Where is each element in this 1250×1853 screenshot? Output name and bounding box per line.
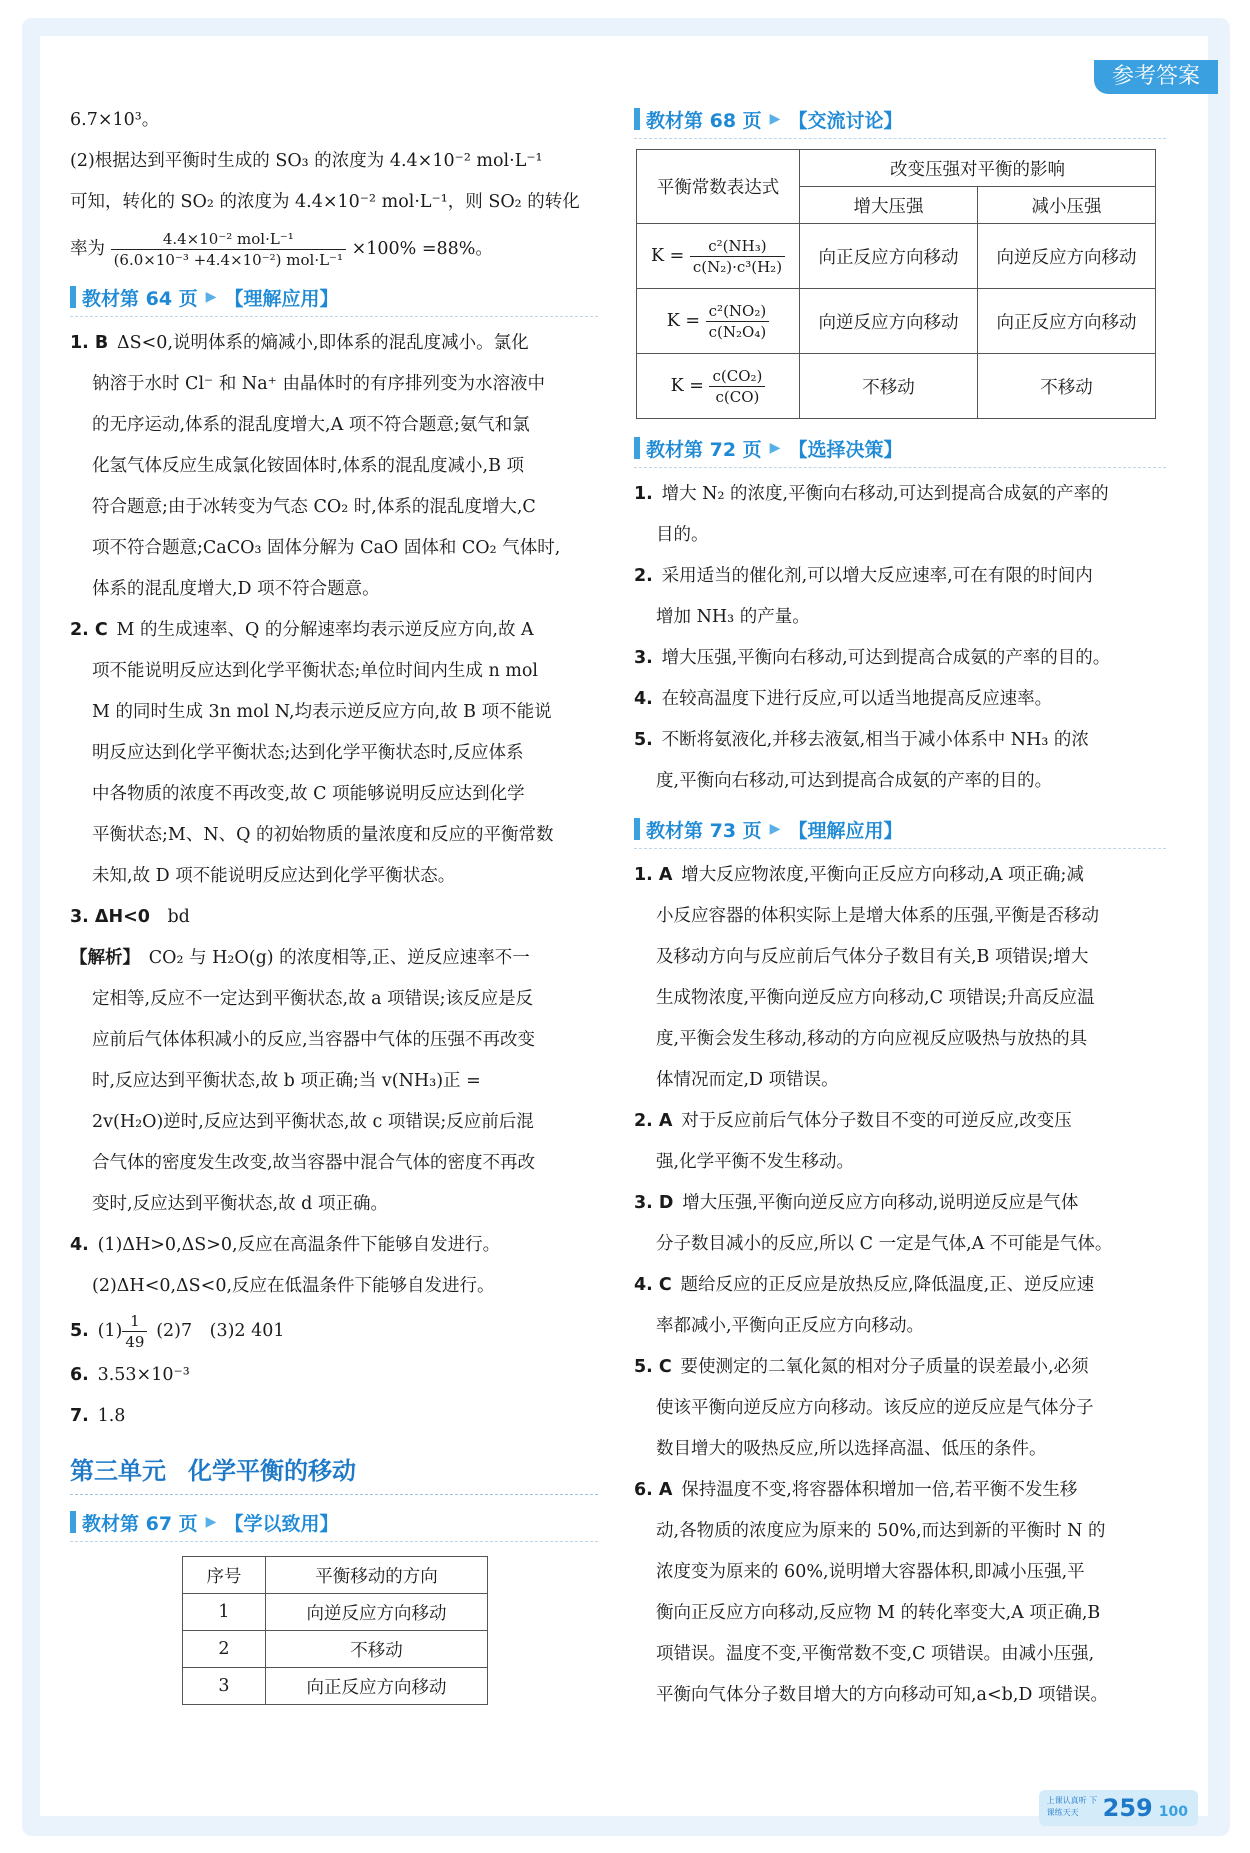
- section-bar-icon: [634, 437, 640, 459]
- answer-number: 5.: [70, 1321, 89, 1341]
- answer-number: 5.: [634, 730, 653, 750]
- k-fraction: [690, 236, 785, 277]
- chevron-right-icon: ▶: [769, 821, 781, 837]
- section-header-73: [634, 810, 1166, 849]
- table-cell: 不移动: [266, 1631, 488, 1668]
- answer-number: 2. C: [70, 620, 108, 640]
- answer-number: 3. D: [634, 1193, 674, 1213]
- table-cell: 向逆反应方向移动: [266, 1594, 488, 1631]
- left-column: [70, 100, 598, 1705]
- answer-line: 体情况而定,D 项错误。: [656, 1070, 839, 1090]
- section-header-64: [70, 278, 598, 317]
- answer-line: 增大压强,平衡向逆反应方向移动,说明逆反应是气体: [682, 1193, 1079, 1213]
- section-bar-icon: [70, 1511, 76, 1533]
- section-label: 【选择决策】: [788, 438, 903, 461]
- conversion-rate: [70, 229, 598, 270]
- unit-title: [70, 1451, 598, 1495]
- answer-item: [70, 1225, 598, 1266]
- page-number: 259: [1102, 1794, 1153, 1822]
- k-expression: [637, 289, 800, 354]
- answer-item: [634, 1470, 1166, 1511]
- chevron-right-icon: ▶: [769, 111, 781, 127]
- section-book: 教材第 67 页: [82, 1512, 198, 1535]
- answer-line: 增大压强,平衡向右移动,可达到提高合成氨的产率的目的。: [661, 648, 1111, 668]
- pressure-effect-table: [636, 149, 1156, 419]
- analysis-label: 【解析】: [70, 948, 140, 968]
- table-header: 平衡常数表达式: [637, 150, 800, 224]
- answer-number: 1.: [634, 484, 653, 504]
- analysis-line: 合气体的密度发生改变,故当容器中混合气体的密度不再改: [92, 1153, 536, 1173]
- answer-value: bd: [167, 907, 190, 927]
- fraction-numerator: 1: [122, 1311, 147, 1332]
- answer-value: 1.8: [97, 1406, 126, 1426]
- answer-item: [634, 1265, 1166, 1306]
- table-cell: 向逆反应方向移动: [978, 224, 1156, 289]
- answer-line: (2)ΔH<0,ΔS<0,反应在低温条件下能够自发进行。: [92, 1276, 495, 1296]
- cont-line: 可知，转化的 SO₂ 的浓度为 4.4×10⁻² mol·L⁻¹，则 SO₂ 的转化: [70, 192, 580, 212]
- section-bar-icon: [70, 286, 76, 308]
- answer-line: ΔS<0,说明体系的熵减小,即体系的混乱度减小。氯化: [117, 333, 529, 353]
- k-label: K =: [670, 375, 704, 396]
- table-row: [183, 1631, 488, 1668]
- answer-line: 增加 NH₃ 的产量。: [656, 607, 810, 627]
- answer-line: 度,平衡向右移动,可达到提高合成氨的产率的目的。: [656, 771, 1053, 791]
- table-cell: 向正反应方向移动: [266, 1668, 488, 1705]
- section-header-72: [634, 429, 1166, 468]
- answer-line: 浓度变为原来的 60%,说明增大容器体积,即减小压强,平: [656, 1562, 1085, 1582]
- section-book: 教材第 72 页: [646, 438, 762, 461]
- answer-line: 未知,故 D 项不能说明反应达到化学平衡状态。: [92, 866, 456, 886]
- answer-line: 生成物浓度,平衡向逆反应方向移动,C 项错误;升高反应温: [656, 988, 1095, 1008]
- k-expression: [637, 224, 800, 289]
- answer-line: 强,化学平衡不发生移动。: [656, 1152, 855, 1172]
- analysis-line: [70, 938, 598, 979]
- answer-item: [70, 1396, 598, 1437]
- answer-line: 分子数目减小的反应,所以 C 一定是气体,A 不可能是气体。: [656, 1234, 1113, 1254]
- answer-line: 项错误。温度不变,平衡常数不变,C 项错误。由减小压强,: [656, 1644, 1095, 1664]
- answer-number: 1. B: [70, 333, 109, 353]
- unit-number: 第三单元: [70, 1457, 166, 1485]
- answer-line: 使该平衡向逆反应方向移动。该反应的逆反应是气体分子: [656, 1398, 1094, 1418]
- table-header: 序号: [183, 1557, 266, 1594]
- k-numerator: c²(NH₃): [690, 236, 785, 257]
- chevron-right-icon: ▶: [769, 440, 781, 456]
- answer-line: 率都减小,平衡向正反应方向移动。: [656, 1316, 925, 1336]
- answer-line: M 的生成速率、Q 的分解速率均表示逆反应方向,故 A: [116, 620, 534, 640]
- section-book: 教材第 73 页: [646, 819, 762, 842]
- table-cell: 1: [183, 1594, 266, 1631]
- table-row: [183, 1594, 488, 1631]
- answer-line: 数目增大的吸热反应,所以选择高温、低压的条件。: [656, 1439, 1047, 1459]
- answer-line: 不断将氨液化,并移去液氨,相当于减小体系中 NH₃ 的浓: [661, 730, 1089, 750]
- analysis-line: 变时,反应达到平衡状态,故 d 项正确。: [92, 1194, 388, 1214]
- answer-line: 度,平衡会发生移动,移动的方向应视反应吸热与放热的具: [656, 1029, 1088, 1049]
- section-label: 【理解应用】: [788, 819, 903, 842]
- section-label: 【理解应用】: [224, 287, 339, 310]
- answer-number: 2. A: [634, 1111, 673, 1131]
- table-cell: 向逆反应方向移动: [800, 289, 978, 354]
- rate-numerator: 4.4×10⁻² mol·L⁻¹: [111, 229, 346, 250]
- answer-line: 小反应容器的体积实际上是增大体系的压强,平衡是否移动: [656, 906, 1100, 926]
- answer-line: 要使测定的二氧化氮的相对分子质量的误差最小,必须: [680, 1357, 1089, 1377]
- cont-line: 6.7×10³。: [70, 110, 160, 130]
- k-fraction: [706, 301, 770, 342]
- answer-line: 平衡状态;M、N、Q 的初始物质的量浓度和反应的平衡常数: [92, 825, 554, 845]
- analysis-line: 应前后气体体积减小的反应,当容器中气体的压强不再改变: [92, 1030, 536, 1050]
- section-header-68: [634, 100, 1166, 139]
- answer-item: [70, 323, 598, 364]
- answer-item: [634, 855, 1166, 896]
- answer-item: [70, 1307, 598, 1355]
- answer-line: 项不能说明反应达到化学平衡状态;单位时间内生成 n mol: [92, 661, 539, 681]
- answer-line: 钠溶于水时 Cl⁻ 和 Na⁺ 由晶体时的有序排列变为水溶液中: [92, 374, 545, 394]
- table-row: [637, 354, 1156, 419]
- table-cell: 3: [183, 1668, 266, 1705]
- answer-part: (1): [97, 1321, 123, 1341]
- answer-line: (1)ΔH>0,ΔS>0,反应在高温条件下能够自发进行。: [97, 1235, 501, 1255]
- table-cell: 不移动: [978, 354, 1156, 419]
- table-cell: 不移动: [800, 354, 978, 419]
- answer-line: 衡向正反应方向移动,反应物 M 的转化率变大,A 项正确,B: [656, 1603, 1101, 1623]
- table-cell: 向正反应方向移动: [800, 224, 978, 289]
- answer-item: [70, 610, 598, 651]
- k-denominator: c(N₂O₄): [708, 322, 767, 341]
- answer-number: 3. ΔH<0: [70, 907, 150, 927]
- k-fraction: [709, 366, 765, 407]
- analysis-line: 定相等,反应不一定达到平衡状态,故 a 项错误;该反应是反: [92, 989, 534, 1009]
- unit-name: 化学平衡的移动: [188, 1457, 356, 1485]
- k-label: K =: [666, 310, 701, 331]
- footer-slogan: 上课认真听 下课练天天: [1046, 1796, 1098, 1817]
- answer-number: 4. C: [634, 1275, 672, 1295]
- k-denominator: c(CO): [715, 387, 760, 406]
- k-denominator: c(N₂)·c³(H₂): [692, 257, 783, 276]
- table-header-row: [183, 1557, 488, 1594]
- answer-line: M 的同时生成 3n mol N,均表示逆反应方向,故 B 项不能说: [92, 702, 552, 722]
- table-header: 增大压强: [800, 187, 978, 224]
- answer-item: [634, 474, 1166, 515]
- answer-item: [634, 1101, 1166, 1142]
- k-expression: [637, 354, 800, 419]
- analysis-text: CO₂ 与 H₂O(g) 的浓度相等,正、逆反应速率不一: [148, 948, 530, 968]
- section-header-67: [70, 1503, 598, 1542]
- rate-suffix: ×100% =88%。: [351, 239, 493, 259]
- answer-line: 项不符合题意;CaCO₃ 固体分解为 CaO 固体和 CO₂ 气体时,: [92, 538, 561, 558]
- fraction-denominator: 49: [125, 1333, 145, 1351]
- section-bar-icon: [634, 108, 640, 130]
- answer-line: 题给反应的正反应是放热反应,降低温度,正、逆反应速: [680, 1275, 1095, 1295]
- answer-item: [634, 1183, 1166, 1224]
- section-label: 【交流讨论】: [788, 109, 903, 132]
- answer-rest: (2)7 (3)2 401: [156, 1321, 285, 1341]
- answer-number: 3.: [634, 648, 653, 668]
- answer-number: 1. A: [634, 865, 673, 885]
- answer-line: 符合题意;由于冰转变为气态 CO₂ 时,体系的混乱度增大,C: [92, 497, 536, 517]
- answer-item: [634, 556, 1166, 597]
- chevron-right-icon: ▶: [205, 289, 217, 305]
- answer-number: 7.: [70, 1406, 89, 1426]
- answer-item: [634, 720, 1166, 761]
- answer-item: [634, 679, 1166, 720]
- k-numerator: c²(NO₂): [706, 301, 770, 322]
- answer-line: 增大反应物浓度,平衡向正反应方向移动,A 项正确;减: [681, 865, 1084, 885]
- answer-line: 中各物质的浓度不再改变,故 C 项能够说明反应达到化学: [92, 784, 525, 804]
- answer-line: 在较高温度下进行反应,可以适当地提高反应速率。: [661, 689, 1053, 709]
- answer-line: 化氢气体反应生成氯化铵固体时,体系的混乱度减小,B 项: [92, 456, 525, 476]
- answer-line: 目的。: [656, 525, 709, 545]
- table-cell: 2: [183, 1631, 266, 1668]
- page-number-badge: [1039, 1790, 1198, 1826]
- analysis-line: 2v(H₂O)逆时,反应达到平衡状态,故 c 项错误;反应前后混: [92, 1112, 534, 1132]
- answer-number: 4.: [70, 1235, 89, 1255]
- answer-item: [70, 1355, 598, 1396]
- k-numerator: c(CO₂): [709, 366, 765, 387]
- table-row: [637, 289, 1156, 354]
- analysis-line: 时,反应达到平衡状态,故 b 项正确;当 v(NH₃)正 =: [92, 1071, 481, 1091]
- section-bar-icon: [634, 818, 640, 840]
- answer-line: 体系的混乱度增大,D 项不符合题意。: [92, 579, 380, 599]
- answer-fraction: [122, 1311, 147, 1352]
- rate-denominator: (6.0×10⁻³ +4.4×10⁻²) mol·L⁻¹: [113, 251, 343, 269]
- answer-line: 采用适当的催化剂,可以增大反应速率,可在有限的时间内: [661, 566, 1093, 586]
- answer-number: 2.: [634, 566, 653, 586]
- answer-line: 的无序运动,体系的混乱度增大,A 项不符合题意;氨气和氯: [92, 415, 530, 435]
- rate-fraction: [111, 229, 346, 270]
- table-header-row: [637, 150, 1156, 187]
- section-book: 教材第 68 页: [646, 109, 762, 132]
- right-column: [634, 92, 1166, 1716]
- table-header: 改变压强对平衡的影响: [800, 150, 1156, 187]
- answer-line: 增大 N₂ 的浓度,平衡向右移动,可达到提高合成氨的产率的: [661, 484, 1109, 504]
- brand-logo-icon: 100: [1158, 1804, 1188, 1820]
- table-row: [637, 224, 1156, 289]
- answer-line: 平衡向气体分子数目增大的方向移动可知,a<b,D 项错误。: [656, 1685, 1109, 1705]
- answer-number: 4.: [634, 689, 653, 709]
- equilibrium-shift-table: [182, 1556, 488, 1705]
- answer-tag: 参考答案: [1094, 60, 1218, 94]
- k-label: K =: [650, 245, 685, 266]
- answer-item: [70, 897, 598, 938]
- answer-number: 6.: [70, 1365, 89, 1385]
- answer-number: 5. C: [634, 1357, 672, 1377]
- answer-line: 保持温度不变,将容器体积增加一倍,若平衡不发生移: [681, 1480, 1078, 1500]
- answer-item: [634, 638, 1166, 679]
- table-header: 平衡移动的方向: [266, 1557, 488, 1594]
- section-book: 教材第 64 页: [82, 287, 198, 310]
- table-header: 减小压强: [978, 187, 1156, 224]
- chevron-right-icon: ▶: [205, 1514, 217, 1530]
- answer-value: 3.53×10⁻³: [97, 1365, 190, 1385]
- table-row: [183, 1668, 488, 1705]
- answer-number: 6. A: [634, 1480, 673, 1500]
- section-label: 【学以致用】: [224, 1512, 339, 1535]
- answer-line: 对于反应前后气体分子数目不变的可逆反应,改变压: [681, 1111, 1072, 1131]
- cont-line: (2)根据达到平衡时生成的 SO₃ 的浓度为 4.4×10⁻² mol·L⁻¹: [70, 151, 543, 171]
- answer-item: [634, 1347, 1166, 1388]
- rate-prefix: 率为: [70, 239, 105, 259]
- answer-line: 动,各物质的浓度应为原来的 50%,而达到新的平衡时 N 的: [656, 1521, 1106, 1541]
- answer-line: 明反应达到化学平衡状态;达到化学平衡状态时,反应体系: [92, 743, 524, 763]
- answer-line: 及移动方向与反应前后气体分子数目有关,B 项错误;增大: [656, 947, 1089, 967]
- table-cell: 向正反应方向移动: [978, 289, 1156, 354]
